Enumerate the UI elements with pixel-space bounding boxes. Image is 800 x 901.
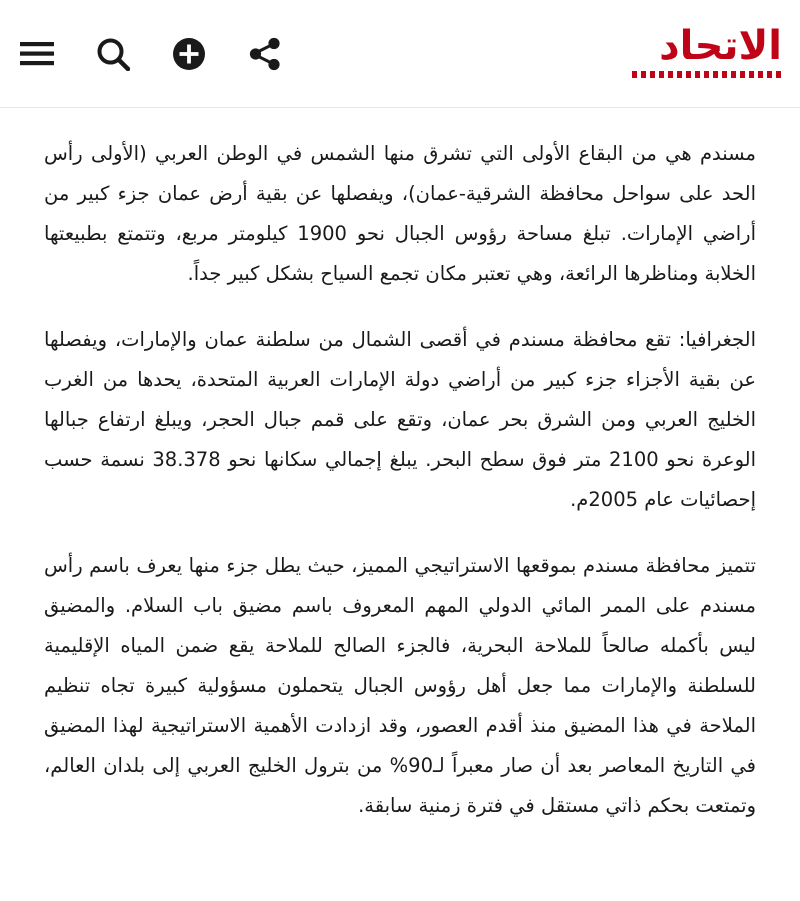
menu-icon[interactable] xyxy=(14,31,60,77)
article-body xyxy=(0,108,800,826)
app-header xyxy=(0,0,800,108)
search-icon[interactable] xyxy=(90,31,136,77)
article-paragraph: تتميز محافظة مسندم بموقعها الاستراتيجي المميز، حيث يطل جزء منها يعرف باسم رأس مسندم على الممر المائي الدولي المهم المعروف باسم مضيق باب السلام. والمضيق ليس بأكمله صالحاً للملاحة البحرية، فالجزء الصالح للملاحة يقع ضمن المياه الإقليمية للسلطنة والإمارات مما جعل أهل رؤوس الجبال يتحملون مسؤولية كبيرة تجاه تنظيم الملاحة في هذا المضيق منذ أقدم العصور، وقد ازدادت الأهمية الاستراتيجية لهذا المضيق في التاريخ المعاصر بعد أن صار معبراً لـ90% من بترول الخليج العربي إلى بلدان العالم، وتمتعت بحكم ذاتي مستقل في فترة زمنية سابقة. xyxy=(44,554,756,817)
add-icon[interactable] xyxy=(166,31,212,77)
brand-underline-ornament xyxy=(632,71,782,78)
article-paragraph: مسندم هي من البقاع الأولى التي تشرق منها الشمس في الوطن العربي (الأولى رأس الحد على سواحل محافظة الشرقية-عمان)، ويفصلها عن بقية أرض عمان جزء كبير من أراضي الإمارات. تبلغ مساحة رؤوس الجبال نحو 1900 كيلومتر مربع، وتتمتع بطبيعتها الخلابة ومناظرها الرائعة، وهي تعتبر مكان تجمع السياح بشكل كبير جداً. xyxy=(44,142,756,285)
article-paragraph: الجغرافيا: تقع محافظة مسندم في أقصى الشمال من سلطنة عمان والإمارات، ويفصلها عن بقية الأجزاء جزء كبير من أراضي دولة الإمارات العربية المتحدة، يحدها من الغرب الخليج العربي ومن الشرق بحر عمان، وتقع على قمم جبال الحجر، ويبلغ ارتفاع جبالها الوعرة نحو 2100 متر فوق سطح البحر. يبلغ إجمالي سكانها نحو 38.378 نسمة حسب إحصائيات عام 2005م. xyxy=(44,328,757,511)
brand-name: الاتحاد xyxy=(659,22,782,69)
brand-logo[interactable] xyxy=(632,22,782,82)
share-icon[interactable] xyxy=(242,31,288,77)
header-icon-group xyxy=(14,31,288,77)
